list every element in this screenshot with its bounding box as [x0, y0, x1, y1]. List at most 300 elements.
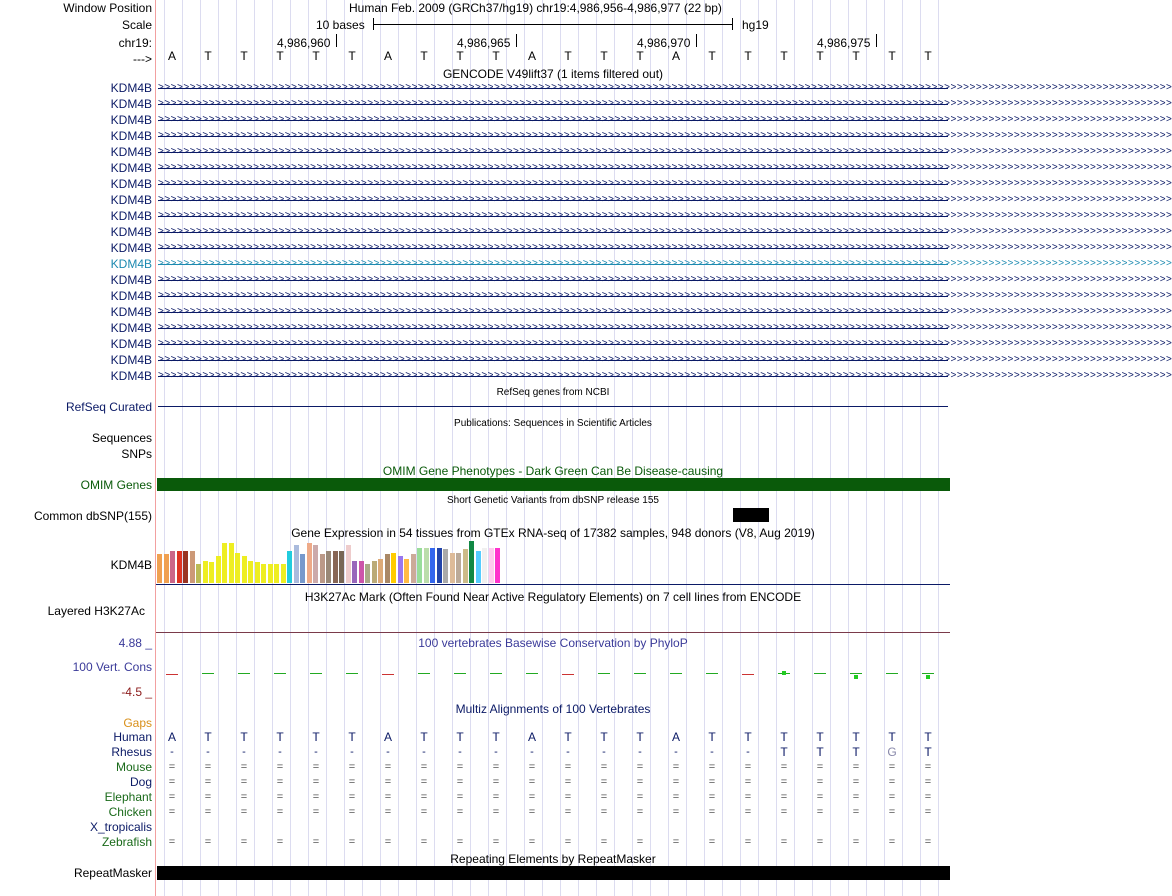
gencode-gene-label[interactable]: KDM4B	[110, 369, 152, 383]
multiz-base: =	[744, 791, 752, 803]
multiz-base: =	[168, 836, 176, 848]
strand-arrows: >>>>>>>>>>>>>>>>>>>>>>>>>>>>>>>>>>>>>>>>>>>>>>>>>>>>>>>>>>>>>>>>>>>>>>>>>>>>>>>>>>>>>>>>>>>>>>>>>>>>>>>>>>>>>>>>>>>>>>>>>>>>>>>>>>>>>>>>>>>>>>>>>>>>>>>>>>>>>>>>	[158, 114, 1172, 125]
multiz-base: =	[348, 776, 356, 788]
window-position-label: Window Position	[63, 1, 152, 15]
base-letter: T	[276, 49, 284, 63]
base-letter: T	[492, 49, 500, 63]
gencode-gene-label[interactable]: KDM4B	[110, 337, 152, 351]
gtex-tissue-bar[interactable]	[170, 551, 175, 583]
phylop-score	[490, 673, 502, 674]
multiz-base: =	[312, 836, 320, 848]
gtex-tissue-bar[interactable]	[424, 548, 429, 583]
base-letter: T	[708, 49, 716, 63]
multiz-base: -	[710, 746, 714, 758]
gencode-gene-label[interactable]: KDM4B	[110, 321, 152, 335]
dbsnp-label[interactable]: Common dbSNP(155)	[33, 509, 152, 523]
phylop-label[interactable]: 100 Vert. Cons	[72, 660, 152, 674]
multiz-base: =	[456, 806, 464, 818]
multiz-base: =	[276, 761, 284, 773]
multiz-base: T	[816, 730, 824, 744]
gtex-tissue-bar[interactable]	[398, 556, 403, 583]
phylop-min: -4.5 _	[121, 685, 152, 699]
gtex-tissue-bar[interactable]	[372, 561, 377, 583]
multiz-base: =	[204, 836, 212, 848]
h3k27ac-title[interactable]: H3K27Ac Mark (Often Found Near Active Regulatory Elements) on 7 cell lines from ENCODE	[304, 590, 802, 604]
multiz-base: =	[816, 776, 824, 788]
multiz-base: =	[348, 836, 356, 848]
multiz-base: T	[852, 745, 860, 759]
multiz-base: =	[384, 791, 392, 803]
phylop-score	[238, 673, 250, 674]
multiz-base: =	[924, 776, 932, 788]
gtex-tissue-bar[interactable]	[443, 549, 448, 583]
phylop-score	[310, 673, 322, 674]
multiz-base: T	[888, 730, 896, 744]
dbsnp-variant[interactable]	[733, 508, 769, 522]
base-letter: T	[564, 49, 572, 63]
multiz-base: =	[600, 836, 608, 848]
refseq-label[interactable]: RefSeq Curated	[65, 400, 152, 414]
strand-arrows: >>>>>>>>>>>>>>>>>>>>>>>>>>>>>>>>>>>>>>>>>>>>>>>>>>>>>>>>>>>>>>>>>>>>>>>>>>>>>>>>>>>>>>>>>>>>>>>>>>>>>>>>>>>>>>>>>>>>>>>>>>>>>>>>>>>>>>>>>>>>>>>>>>>>>>>>>>>>>>>>	[158, 322, 1172, 333]
strand-arrows: >>>>>>>>>>>>>>>>>>>>>>>>>>>>>>>>>>>>>>>>>>>>>>>>>>>>>>>>>>>>>>>>>>>>>>>>>>>>>>>>>>>>>>>>>>>>>>>>>>>>>>>>>>>>>>>>>>>>>>>>>>>>>>>>>>>>>>>>>>>>>>>>>>>>>>>>>>>>>>>>	[158, 226, 1172, 237]
multiz-base: =	[348, 791, 356, 803]
multiz-base: =	[780, 776, 788, 788]
multiz-base: A	[383, 730, 392, 744]
gencode-gene-label[interactable]: KDM4B	[110, 177, 152, 191]
multiz-base: =	[348, 761, 356, 773]
multiz-base: =	[204, 761, 212, 773]
gtex-tissue-bar[interactable]	[235, 553, 240, 583]
scale-bar	[373, 24, 733, 25]
multiz-base: =	[456, 791, 464, 803]
multiz-base: =	[636, 791, 644, 803]
phylop-score	[598, 673, 610, 674]
tick-mark-3	[696, 34, 697, 47]
gencode-gene-label[interactable]: KDM4B	[110, 289, 152, 303]
gtex-title[interactable]: Gene Expression in 54 tissues from GTEx RNA-seq of 17382 samples, 948 donors (V8, Aug 2019)	[291, 526, 815, 540]
multiz-base: =	[672, 776, 680, 788]
multiz-base: A	[167, 730, 176, 744]
chrom-label: chr19:	[118, 36, 152, 50]
multiz-base: -	[746, 746, 750, 758]
gtex-tissue-bar[interactable]	[281, 564, 286, 583]
multiz-base: =	[888, 776, 896, 788]
repeatmasker-title[interactable]: Repeating Elements by RepeatMasker	[450, 852, 656, 866]
gtex-tissue-bar[interactable]	[196, 564, 201, 583]
gencode-gene-label[interactable]: KDM4B	[110, 241, 152, 255]
strand-arrows: >>>>>>>>>>>>>>>>>>>>>>>>>>>>>>>>>>>>>>>>>>>>>>>>>>>>>>>>>>>>>>>>>>>>>>>>>>>>>>>>>>>>>>>>>>>>>>>>>>>>>>>>>>>>>>>>>>>>>>>>>>>>>>>>>>>>>>>>>>>>>>>>>>>>>>>>>>>>>>>>	[158, 242, 1172, 253]
multiz-base: T	[780, 730, 788, 744]
multiz-base: =	[672, 836, 680, 848]
gencode-gene-label[interactable]: KDM4B	[110, 225, 152, 239]
multiz-base: -	[170, 746, 174, 758]
gtex-tissue-bar[interactable]	[209, 562, 214, 583]
gencode-gene-label[interactable]: KDM4B	[110, 161, 152, 175]
gtex-baseline	[156, 584, 950, 585]
scale-text: 10 bases	[316, 18, 365, 32]
multiz-base: =	[240, 836, 248, 848]
refseq-feature[interactable]	[158, 406, 948, 407]
multiz-base: =	[744, 761, 752, 773]
multiz-base: =	[564, 776, 572, 788]
base-letter: A	[383, 49, 392, 63]
multiz-base: T	[852, 730, 860, 744]
multiz-base: -	[530, 746, 534, 758]
multiz-base: =	[168, 761, 176, 773]
gtex-tissue-bar[interactable]	[183, 551, 188, 583]
gtex-label[interactable]: KDM4B	[110, 558, 152, 572]
multiz-base: =	[204, 806, 212, 818]
gtex-tissue-bar[interactable]	[482, 548, 487, 583]
gtex-tissue-bar[interactable]	[242, 556, 247, 583]
gtex-tissue-bar[interactable]	[450, 553, 455, 583]
multiz-base: =	[816, 806, 824, 818]
phylop-score	[202, 673, 214, 674]
gtex-tissue-bar[interactable]	[476, 551, 481, 583]
gtex-tissue-bar[interactable]	[274, 564, 279, 583]
multiz-title[interactable]: Multiz Alignments of 100 Vertebrates	[455, 702, 651, 716]
multiz-base: =	[888, 761, 896, 773]
multiz-base: =	[924, 761, 932, 773]
multiz-base: -	[242, 746, 246, 758]
multiz-base: T	[816, 745, 824, 759]
multiz-base: T	[924, 745, 932, 759]
tick-mark-4	[876, 34, 877, 47]
multiz-base: =	[816, 791, 824, 803]
multiz-base: =	[564, 836, 572, 848]
multiz-base: =	[420, 806, 428, 818]
strand-arrows: >>>>>>>>>>>>>>>>>>>>>>>>>>>>>>>>>>>>>>>>>>>>>>>>>>>>>>>>>>>>>>>>>>>>>>>>>>>>>>>>>>>>>>>>>>>>>>>>>>>>>>>>>>>>>>>>>>>>>>>>>>>>>>>>>>>>>>>>>>>>>>>>>>>>>>>>>>>>>>>>	[158, 130, 1172, 141]
multiz-base: =	[888, 836, 896, 848]
multiz-species-label[interactable]: Human	[113, 730, 152, 744]
gtex-tissue-bar[interactable]	[359, 561, 364, 583]
gtex-tissue-bar[interactable]	[255, 562, 260, 583]
base-letter: T	[924, 49, 932, 63]
gtex-tissue-bar[interactable]	[326, 551, 331, 583]
base-letter: T	[816, 49, 824, 63]
multiz-base: =	[528, 776, 536, 788]
multiz-base: =	[168, 806, 176, 818]
tick-2: 4,986,965	[457, 36, 511, 50]
multiz-base: =	[816, 761, 824, 773]
gencode-gene-label[interactable]: KDM4B	[110, 273, 152, 287]
phylop-score	[670, 673, 682, 674]
phylop-score	[526, 673, 538, 674]
gtex-tissue-bar[interactable]	[164, 554, 169, 583]
gtex-tissue-bar[interactable]	[177, 551, 182, 583]
strand-arrows: >>>>>>>>>>>>>>>>>>>>>>>>>>>>>>>>>>>>>>>>>>>>>>>>>>>>>>>>>>>>>>>>>>>>>>>>>>>>>>>>>>>>>>>>>>>>>>>>>>>>>>>>>>>>>>>>>>>>>>>>>>>>>>>>>>>>>>>>>>>>>>>>>>>>>>>>>>>>>>>>	[158, 162, 1172, 173]
gtex-tissue-bar[interactable]	[203, 561, 208, 583]
tick-4: 4,986,975	[817, 36, 871, 50]
multiz-base: =	[528, 761, 536, 773]
omim-title[interactable]: OMIM Gene Phenotypes - Dark Green Can Be Disease-causing	[382, 464, 724, 478]
repeatmasker-label[interactable]: RepeatMasker	[73, 866, 152, 880]
gtex-tissue-bar[interactable]	[216, 556, 221, 583]
strand-arrows: >>>>>>>>>>>>>>>>>>>>>>>>>>>>>>>>>>>>>>>>>>>>>>>>>>>>>>>>>>>>>>>>>>>>>>>>>>>>>>>>>>>>>>>>>>>>>>>>>>>>>>>>>>>>>>>>>>>>>>>>>>>>>>>>>>>>>>>>>>>>>>>>>>>>>>>>>>>>>>>>	[158, 290, 1172, 301]
multiz-base: T	[276, 730, 284, 744]
gtex-tissue-bar[interactable]	[463, 549, 468, 583]
multiz-base: -	[422, 746, 426, 758]
gtex-tissue-bar[interactable]	[300, 554, 305, 583]
multiz-base: -	[494, 746, 498, 758]
gencode-gene-label[interactable]: KDM4B	[110, 97, 152, 111]
multiz-base: =	[384, 776, 392, 788]
multiz-base: T	[492, 730, 500, 744]
multiz-base: =	[600, 806, 608, 818]
multiz-base: =	[492, 806, 500, 818]
gtex-tissue-bar[interactable]	[489, 548, 494, 583]
multiz-base: =	[204, 776, 212, 788]
multiz-base: =	[708, 836, 716, 848]
phylop-point	[926, 675, 930, 679]
phylop-score	[742, 674, 754, 675]
multiz-base: =	[528, 836, 536, 848]
phylop-score	[850, 673, 862, 674]
gtex-tissue-bar[interactable]	[456, 553, 461, 583]
gtex-tissue-bar[interactable]	[339, 551, 344, 583]
scale-bar-left	[373, 18, 374, 30]
multiz-base: =	[816, 836, 824, 848]
multiz-base: =	[708, 806, 716, 818]
strand-arrows: >>>>>>>>>>>>>>>>>>>>>>>>>>>>>>>>>>>>>>>>>>>>>>>>>>>>>>>>>>>>>>>>>>>>>>>>>>>>>>>>>>>>>>>>>>>>>>>>>>>>>>>>>>>>>>>>>>>>>>>>>>>>>>>>>>>>>>>>>>>>>>>>>>>>>>>>>>>>>>>>	[158, 82, 1172, 93]
multiz-base: =	[528, 806, 536, 818]
gencode-gene-label[interactable]: KDM4B	[110, 193, 152, 207]
gtex-tissue-bar[interactable]	[307, 543, 312, 583]
scale-bar-right	[732, 18, 733, 30]
phylop-score	[418, 673, 430, 674]
multiz-base: =	[852, 806, 860, 818]
strand-arrows: >>>>>>>>>>>>>>>>>>>>>>>>>>>>>>>>>>>>>>>>>>>>>>>>>>>>>>>>>>>>>>>>>>>>>>>>>>>>>>>>>>>>>>>>>>>>>>>>>>>>>>>>>>>>>>>>>>>>>>>>>>>>>>>>>>>>>>>>>>>>>>>>>>>>>>>>>>>>>>>>	[158, 258, 1172, 269]
multiz-base: =	[780, 791, 788, 803]
gtex-tissue-bar[interactable]	[268, 564, 273, 583]
multiz-base: T	[636, 730, 644, 744]
multiz-base: T	[420, 730, 428, 744]
omim-label[interactable]: OMIM Genes	[80, 478, 152, 492]
multiz-base: =	[924, 791, 932, 803]
gencode-gene-label[interactable]: KDM4B	[110, 257, 152, 271]
multiz-base: =	[384, 806, 392, 818]
multiz-species-label[interactable]: Dog	[129, 775, 152, 789]
gtex-tissue-bar[interactable]	[352, 561, 357, 583]
refseq-title[interactable]: RefSeq genes from NCBI	[496, 387, 610, 398]
gaps-label[interactable]: Gaps	[123, 716, 152, 730]
multiz-species-label[interactable]: Rhesus	[111, 745, 152, 759]
base-letter: T	[420, 49, 428, 63]
gtex-tissue-bar[interactable]	[287, 551, 292, 583]
base-letter: A	[167, 49, 176, 63]
phylop-point	[854, 675, 858, 679]
dbsnp-title[interactable]: Short Genetic Variants from dbSNP release 155	[447, 495, 659, 506]
gtex-tissue-bar[interactable]	[411, 554, 416, 583]
phylop-title[interactable]: 100 vertebrates Basewise Conservation by PhyloP	[418, 636, 688, 650]
multiz-base: =	[888, 791, 896, 803]
snps-label[interactable]: SNPs	[121, 447, 152, 461]
multiz-base: =	[672, 761, 680, 773]
phylop-score	[706, 673, 718, 674]
multiz-base: =	[492, 761, 500, 773]
base-letter: A	[527, 49, 536, 63]
multiz-base: =	[672, 791, 680, 803]
multiz-base: T	[600, 730, 608, 744]
multiz-base: T	[312, 730, 320, 744]
gencode-gene-label[interactable]: KDM4B	[110, 81, 152, 95]
gtex-tissue-bar[interactable]	[222, 543, 227, 583]
multiz-base: T	[348, 730, 356, 744]
h3k27ac-baseline	[156, 632, 950, 633]
tick-3: 4,986,970	[637, 36, 691, 50]
multiz-base: =	[708, 776, 716, 788]
gtex-tissue-bar[interactable]	[417, 548, 422, 583]
multiz-base: =	[600, 761, 608, 773]
gencode-gene-label[interactable]: KDM4B	[110, 353, 152, 367]
multiz-base: =	[528, 791, 536, 803]
strand-arrows: >>>>>>>>>>>>>>>>>>>>>>>>>>>>>>>>>>>>>>>>>>>>>>>>>>>>>>>>>>>>>>>>>>>>>>>>>>>>>>>>>>>>>>>>>>>>>>>>>>>>>>>>>>>>>>>>>>>>>>>>>>>>>>>>>>>>>>>>>>>>>>>>>>>>>>>>>>>>>>>>	[158, 306, 1172, 317]
multiz-base: -	[602, 746, 606, 758]
multiz-base: =	[600, 776, 608, 788]
strand-arrows: >>>>>>>>>>>>>>>>>>>>>>>>>>>>>>>>>>>>>>>>>>>>>>>>>>>>>>>>>>>>>>>>>>>>>>>>>>>>>>>>>>>>>>>>>>>>>>>>>>>>>>>>>>>>>>>>>>>>>>>>>>>>>>>>>>>>>>>>>>>>>>>>>>>>>>>>>>>>>>>>	[158, 194, 1172, 205]
multiz-base: -	[386, 746, 390, 758]
multiz-base: A	[527, 730, 536, 744]
multiz-base: -	[638, 746, 642, 758]
multiz-base: =	[384, 836, 392, 848]
strand-arrows: >>>>>>>>>>>>>>>>>>>>>>>>>>>>>>>>>>>>>>>>>>>>>>>>>>>>>>>>>>>>>>>>>>>>>>>>>>>>>>>>>>>>>>>>>>>>>>>>>>>>>>>>>>>>>>>>>>>>>>>>>>>>>>>>>>>>>>>>>>>>>>>>>>>>>>>>>>>>>>>>	[158, 210, 1172, 221]
multiz-base: G	[887, 745, 897, 759]
tick-mark-2	[516, 34, 517, 47]
multiz-base: =	[852, 791, 860, 803]
gtex-tissue-bar[interactable]	[313, 545, 318, 583]
gtex-tissue-bar[interactable]	[430, 548, 435, 583]
phylop-score	[814, 673, 826, 674]
sequences-label[interactable]: Sequences	[91, 431, 152, 445]
gtex-tissue-bar[interactable]	[190, 551, 195, 583]
multiz-base: T	[456, 730, 464, 744]
multiz-base: -	[458, 746, 462, 758]
gencode-gene-label[interactable]: KDM4B	[110, 145, 152, 159]
gtex-tissue-bar[interactable]	[404, 559, 409, 583]
strand-arrows: >>>>>>>>>>>>>>>>>>>>>>>>>>>>>>>>>>>>>>>>>>>>>>>>>>>>>>>>>>>>>>>>>>>>>>>>>>>>>>>>>>>>>>>>>>>>>>>>>>>>>>>>>>>>>>>>>>>>>>>>>>>>>>>>>>>>>>>>>>>>>>>>>>>>>>>>>>>>>>>>	[158, 98, 1172, 109]
base-letter: T	[240, 49, 248, 63]
scale-label: Scale	[121, 18, 152, 32]
gtex-tissue-bar[interactable]	[320, 554, 325, 583]
gtex-tissue-bar[interactable]	[346, 545, 351, 583]
multiz-base: =	[924, 806, 932, 818]
multiz-base: A	[671, 730, 680, 744]
multiz-base: =	[456, 776, 464, 788]
strand-arrows: >>>>>>>>>>>>>>>>>>>>>>>>>>>>>>>>>>>>>>>>>>>>>>>>>>>>>>>>>>>>>>>>>>>>>>>>>>>>>>>>>>>>>>>>>>>>>>>>>>>>>>>>>>>>>>>>>>>>>>>>>>>>>>>>>>>>>>>>>>>>>>>>>>>>>>>>>>>>>>>>	[158, 338, 1172, 349]
strand-arrows: >>>>>>>>>>>>>>>>>>>>>>>>>>>>>>>>>>>>>>>>>>>>>>>>>>>>>>>>>>>>>>>>>>>>>>>>>>>>>>>>>>>>>>>>>>>>>>>>>>>>>>>>>>>>>>>>>>>>>>>>>>>>>>>>>>>>>>>>>>>>>>>>>>>>>>>>>>>>>>>>	[158, 178, 1172, 189]
phylop-score	[274, 673, 286, 674]
multiz-base: =	[564, 806, 572, 818]
gtex-tissue-bar[interactable]	[157, 554, 162, 583]
gtex-tissue-bar[interactable]	[229, 543, 234, 583]
omim-feature[interactable]	[157, 478, 950, 491]
gtex-tissue-bar[interactable]	[469, 541, 474, 583]
gtex-tissue-bar[interactable]	[378, 559, 383, 583]
base-letter: T	[348, 49, 356, 63]
gtex-tissue-bar[interactable]	[495, 548, 500, 583]
gtex-tissue-bar[interactable]	[248, 561, 253, 583]
multiz-base: =	[672, 806, 680, 818]
multiz-base: -	[350, 746, 354, 758]
multiz-base: =	[240, 806, 248, 818]
multiz-base: T	[924, 730, 932, 744]
multiz-species-label[interactable]: Chicken	[108, 805, 152, 819]
multiz-base: =	[780, 836, 788, 848]
multiz-species-label[interactable]: Zebrafish	[101, 835, 152, 849]
assembly-label: hg19	[742, 18, 769, 32]
multiz-base: -	[566, 746, 570, 758]
multiz-species-label[interactable]: X_tropicalis	[89, 820, 152, 834]
gencode-gene-label[interactable]: KDM4B	[110, 209, 152, 223]
multiz-base: T	[708, 730, 716, 744]
phylop-score	[454, 673, 466, 674]
multiz-base: =	[744, 776, 752, 788]
strand-label: --->	[133, 52, 152, 66]
gtex-bar-chart[interactable]	[157, 540, 537, 583]
phylop-score	[922, 673, 934, 674]
multiz-base: =	[780, 806, 788, 818]
gencode-gene-label[interactable]: KDM4B	[110, 113, 152, 127]
gencode-title[interactable]: GENCODE V49lift37 (1 items filtered out)	[442, 67, 664, 81]
repeatmasker-feature[interactable]	[157, 866, 950, 880]
base-letter: A	[671, 49, 680, 63]
gtex-tissue-bar[interactable]	[333, 551, 338, 583]
multiz-base: -	[314, 746, 318, 758]
multiz-base: =	[492, 776, 500, 788]
phylop-max: 4.88 _	[118, 636, 152, 650]
multiz-base: =	[492, 791, 500, 803]
strand-arrows: >>>>>>>>>>>>>>>>>>>>>>>>>>>>>>>>>>>>>>>>>>>>>>>>>>>>>>>>>>>>>>>>>>>>>>>>>>>>>>>>>>>>>>>>>>>>>>>>>>>>>>>>>>>>>>>>>>>>>>>>>>>>>>>>>>>>>>>>>>>>>>>>>>>>>>>>>>>>>>>>	[158, 274, 1172, 285]
multiz-base: =	[384, 761, 392, 773]
gtex-tissue-bar[interactable]	[365, 564, 370, 583]
gtex-tissue-bar[interactable]	[437, 548, 442, 583]
multiz-species-label[interactable]: Elephant	[104, 790, 152, 804]
multiz-base: =	[456, 761, 464, 773]
gtex-tissue-bar[interactable]	[385, 554, 390, 583]
base-letter: T	[456, 49, 464, 63]
multiz-base: =	[168, 776, 176, 788]
multiz-base: =	[276, 791, 284, 803]
phylop-score	[886, 673, 898, 674]
multiz-base: -	[674, 746, 678, 758]
base-letter: T	[600, 49, 608, 63]
multiz-base: =	[240, 776, 248, 788]
gtex-tissue-bar[interactable]	[261, 564, 266, 583]
multiz-base: =	[456, 836, 464, 848]
multiz-base: =	[636, 761, 644, 773]
multiz-base: =	[852, 761, 860, 773]
h3k27ac-label[interactable]: Layered H3K27Ac	[47, 604, 145, 618]
gencode-gene-label[interactable]: KDM4B	[110, 305, 152, 319]
multiz-base: =	[744, 806, 752, 818]
multiz-base: =	[852, 776, 860, 788]
multiz-base: =	[348, 806, 356, 818]
base-letter: T	[852, 49, 860, 63]
gencode-gene-label[interactable]: KDM4B	[110, 129, 152, 143]
multiz-base: =	[492, 836, 500, 848]
multiz-base: T	[204, 730, 212, 744]
multiz-species-label[interactable]: Mouse	[115, 760, 152, 774]
base-letter: T	[744, 49, 752, 63]
multiz-base: =	[924, 836, 932, 848]
multiz-base: =	[564, 791, 572, 803]
gtex-tissue-bar[interactable]	[294, 545, 299, 583]
publications-title[interactable]: Publications: Sequences in Scientific Articles	[454, 418, 652, 429]
multiz-base: =	[312, 776, 320, 788]
multiz-base: =	[276, 836, 284, 848]
multiz-base: T	[240, 730, 248, 744]
gtex-tissue-bar[interactable]	[391, 553, 396, 583]
